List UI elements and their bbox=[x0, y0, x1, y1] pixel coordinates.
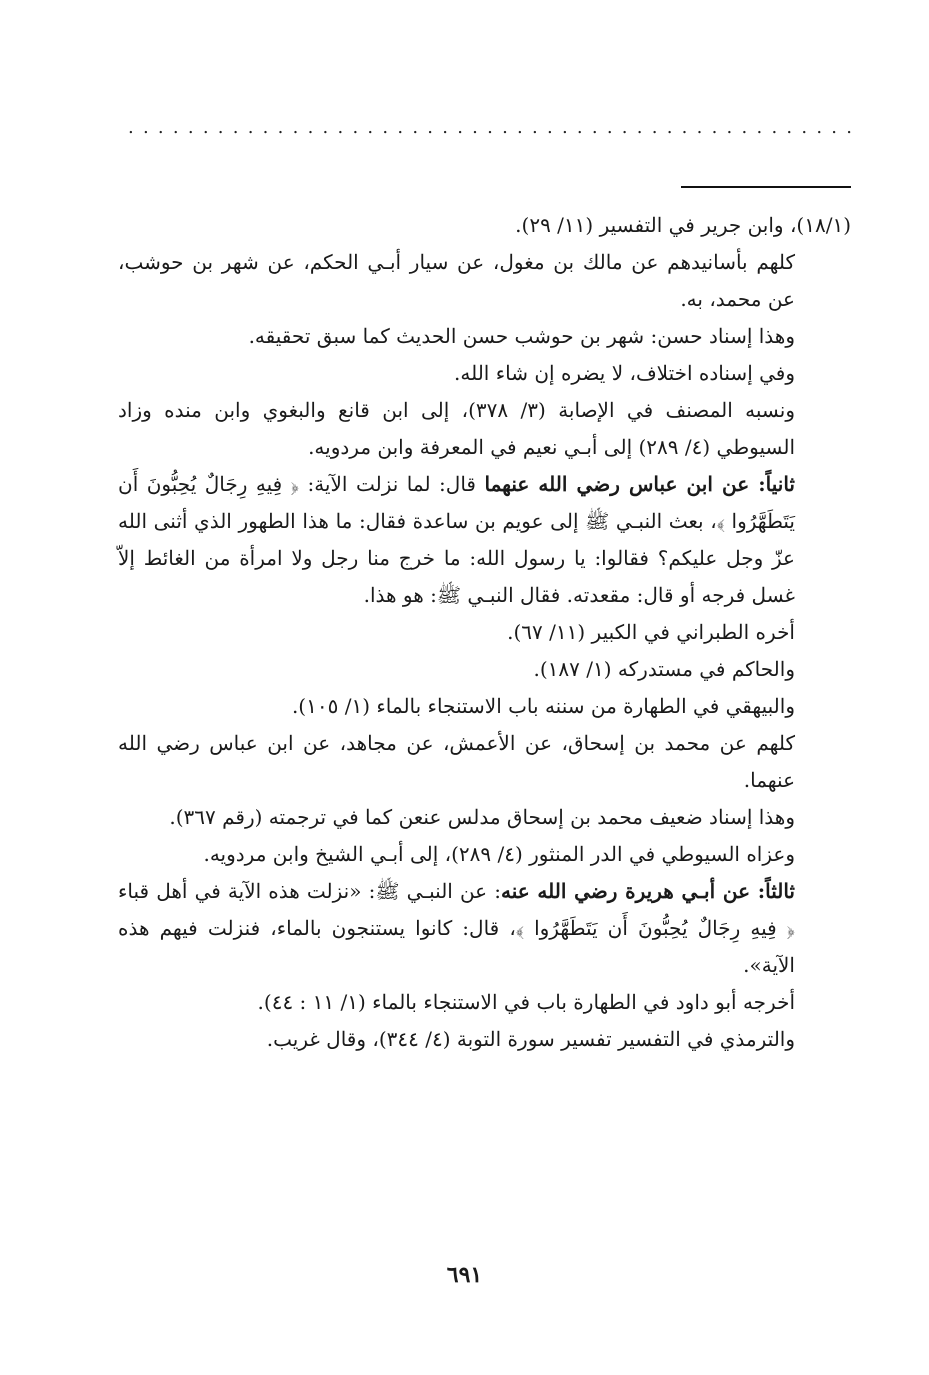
paragraph-lead: ثالثاً: عن أبـي هريرة رضي الله عنه bbox=[500, 879, 795, 903]
paragraph-text: وهذا إسناد ضعيف محمد بن إسحاق مدلس عنعن كما في ترجمته (رقم ٣٦٧). bbox=[169, 805, 795, 829]
paragraph bbox=[118, 984, 851, 1021]
paragraph bbox=[118, 725, 851, 799]
paragraph-text: أخرجه أبو داود في الطهارة باب في الاستنجاء بالماء (١/ ١١ : ٤٤). bbox=[257, 990, 795, 1014]
footnote-rule bbox=[681, 186, 851, 188]
paragraph bbox=[118, 688, 851, 725]
paragraph bbox=[118, 614, 851, 651]
paragraph-text: ونسبه المصنف في الإصابة (٣/ ٣٧٨)، إلى ابن قانع والبغوي وابن منده وزاد السيوطي (٤/ ٢٨٩) إلى أبـي نعيم في المعرفة وابن مردويه. bbox=[118, 398, 795, 459]
paragraph-text: : عن النبـي ﷺ: «نزلت هذه الآية في أهل قباء ﴿ فِيهِ رِجَالٌ يُحِبُّونَ أَن يَتَطَهَّرُوا ﴾، قال: كانوا يستنجون بالماء، فنزلت فيهم هذه الآية». bbox=[118, 879, 795, 977]
page-number: ٦٩١ bbox=[446, 1262, 483, 1288]
paragraph bbox=[118, 355, 851, 392]
paragraph-lead: ثانياً: عن ابن عباس رضي الله عنهما bbox=[484, 472, 795, 496]
paragraph-text: والحاكم في مستدركه (١/ ١٨٧). bbox=[533, 657, 795, 681]
paragraph bbox=[118, 1021, 851, 1058]
paragraph bbox=[118, 873, 851, 984]
paragraph-text: وعزاه السيوطي في الدر المنثور (٤/ ٢٨٩)، إلى أبـي الشيخ وابن مردويه. bbox=[203, 842, 795, 866]
paragraph-text: كلهم بأسانيدهم عن مالك بن مغول، عن سيار أبـي الحكم، عن شهر بن حوشب، عن محمد، به. bbox=[118, 250, 795, 311]
paragraph bbox=[118, 836, 851, 873]
paragraph bbox=[118, 244, 851, 318]
footnote-text bbox=[118, 207, 851, 1058]
paragraph bbox=[118, 651, 851, 688]
paragraph bbox=[118, 318, 851, 355]
paragraph bbox=[118, 392, 851, 466]
paragraph-text: وفي إسناده اختلاف، لا يضره إن شاء الله. bbox=[454, 361, 795, 385]
paragraph-text: كلهم عن محمد بن إسحاق، عن الأعمش، عن مجاهد، عن ابن عباس رضي الله عنهما. bbox=[118, 731, 795, 792]
paragraph-text: (١٨/١)، وابن جرير في التفسير (١١/ ٢٩). bbox=[515, 213, 851, 237]
paragraph-text: والبيهقي في الطهارة من سننه باب الاستنجاء بالماء (١/ ١٠٥). bbox=[291, 694, 795, 718]
paragraph-text: والترمذي في التفسير تفسير سورة التوبة (٤/ ٣٤٤)، وقال غريب. bbox=[266, 1027, 795, 1051]
paragraph-text: أخره الطبراني في الكبير (١١/ ٦٧). bbox=[507, 620, 795, 644]
separator-dots: . . . . . . . . . . . . . . . . . . . . . . . . . . . . . . . . . . . . . . . . . . . . . . . . . bbox=[128, 118, 852, 138]
paragraph bbox=[118, 799, 851, 836]
paragraph-text: وهذا إسناد حسن: شهر بن حوشب حسن الحديث كما سبق تحقيقه. bbox=[248, 324, 795, 348]
paragraph bbox=[118, 466, 851, 614]
paragraph-text: قال: لما نزلت الآية: ﴿ فِيهِ رِجَالٌ يُحِبُّونَ أَن يَتَطَهَّرُوا ﴾، بعث النبـي ﷺ إلى عويم بن ساعدة فقال: ما هذا الطهور الذي أثنى الله عزّ وجل عليكم؟ فقالوا: يا رسول الله: ما خرج منا رجل ولا امرأة من الغائط إلاّ غسل فرجه أو قال: مقعدته. فقال النبـي ﷺ: هو هذا. bbox=[118, 472, 795, 607]
paragraph bbox=[118, 207, 851, 244]
